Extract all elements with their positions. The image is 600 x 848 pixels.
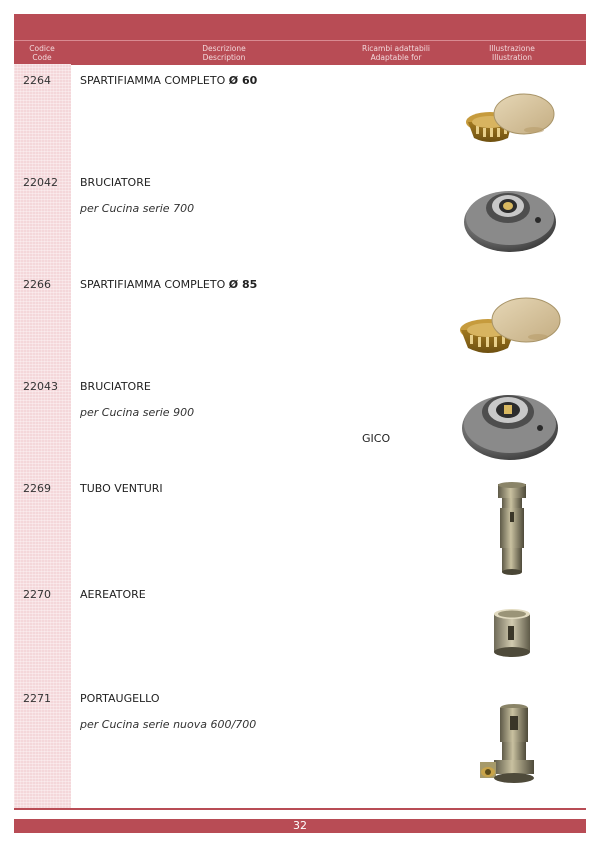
page-number: 32 [293,819,307,832]
title-bold: Ø 60 [228,74,258,87]
top-banner [14,14,586,40]
header-code [14,44,70,62]
product-code: 2270 [23,588,51,601]
title-text: SPARTIFIAMMA COMPLETO [80,278,229,291]
product-title: BRUCIATORE [80,380,151,393]
product-code: 22042 [23,176,58,189]
header-code-en: Code [32,53,52,62]
title-bold: Ø 85 [228,278,258,291]
table-row [14,74,586,174]
header-desc-en: Description [202,53,246,62]
bottom-rule [14,808,586,810]
product-title: TUBO VENTURI [80,482,163,495]
header-ill-it: Illustrazione [489,44,535,53]
header-adapt-en: Adaptable for [370,53,422,62]
header-adapt-it: Ricambi adattabili [362,44,430,53]
product-title: AEREATORE [80,588,146,601]
product-subtitle: per Cucina serie 700 [80,202,195,215]
product-subtitle: per Cucina serie 900 [80,406,195,419]
burner-image [460,384,560,464]
header-illustration [462,44,562,62]
footer-bar [14,819,586,833]
product-code: 22043 [23,380,58,393]
venturi-tube-image [492,482,532,576]
product-code: 2271 [23,692,51,705]
product-title [80,278,257,291]
product-code: 2266 [23,278,51,291]
header-code-it: Codice [29,44,55,53]
table-row [14,176,586,276]
header-adaptable [346,44,446,62]
adaptable-for: GICO [362,432,391,445]
header-ill-en: Illustration [491,53,533,62]
product-code: 2264 [23,74,51,87]
table-header [14,40,586,65]
burner-image [462,182,558,254]
table-row [14,692,586,792]
table-row [14,588,586,688]
header-description [74,44,374,62]
product-title [80,74,257,87]
flame-spreader-cap-image [458,290,562,360]
nozzle-holder-image [474,700,546,792]
flame-spreader-cap-image [464,86,556,146]
product-title: BRUCIATORE [80,176,151,189]
product-title: PORTAUGELLO [80,692,160,705]
title-text: SPARTIFIAMMA COMPLETO [80,74,229,87]
aerator-ring-image [490,608,534,658]
table-row [14,278,586,378]
table-row [14,380,586,480]
header-desc-it: Descrizione [202,44,246,53]
table-row [14,482,586,582]
product-subtitle: per Cucina serie nuova 600/700 [80,718,257,731]
product-code: 2269 [23,482,51,495]
